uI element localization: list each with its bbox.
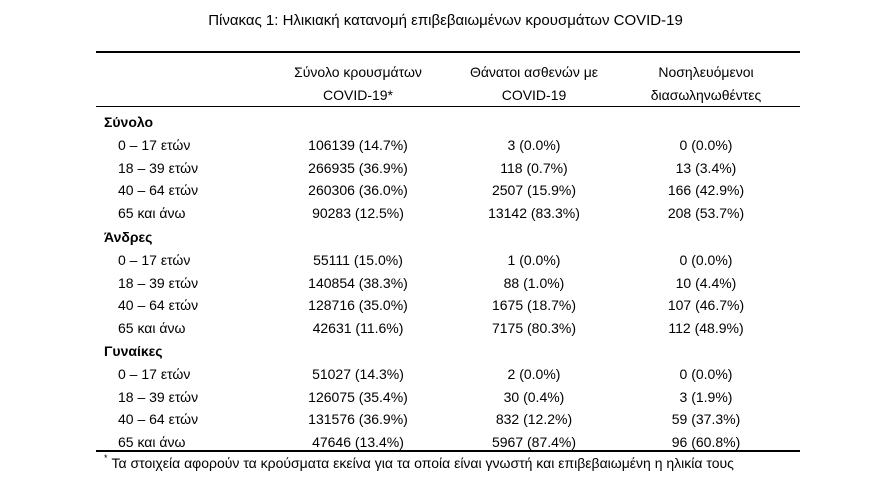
column-header-intubated bbox=[606, 61, 806, 107]
table-row bbox=[104, 202, 804, 225]
column-header-deaths-line2: COVID-19 bbox=[501, 87, 567, 103]
intubated-cell: 0 (0.0%) bbox=[679, 252, 733, 268]
footnote bbox=[104, 455, 734, 471]
intubated-cell: 10 (4.4%) bbox=[675, 274, 737, 291]
deaths-cell: 3 (0.0%) bbox=[507, 137, 561, 153]
table-row bbox=[104, 294, 804, 317]
row-label: 18 – 39 ετών bbox=[118, 274, 199, 291]
deaths-cell: 88 (1.0%) bbox=[503, 274, 565, 291]
row-label: 65 και άνω bbox=[118, 434, 186, 451]
footnote-text: Τα στοιχεία αφορούν τα κρούσματα εκείνα για τα οποία είναι γνωστή και επιβεβαιωμένη η ηλικία τους bbox=[111, 455, 734, 471]
cases-cell: 47646 (13.4%) bbox=[312, 434, 404, 451]
row-label: 40 – 64 ετών bbox=[118, 411, 199, 428]
table-row bbox=[104, 134, 804, 157]
intubated-cell: 208 (53.7%) bbox=[667, 205, 745, 222]
row-label: 0 – 17 ετών bbox=[118, 366, 191, 382]
section-men bbox=[104, 226, 804, 340]
section-title: Γυναίκες bbox=[104, 343, 163, 359]
intubated-cell: 112 (48.9%) bbox=[668, 320, 744, 337]
table-row bbox=[104, 179, 804, 202]
table-row bbox=[104, 317, 804, 340]
column-header-intubated-line2: διασωληνωθέντες bbox=[650, 87, 762, 103]
deaths-cell: 1 (0.0%) bbox=[507, 252, 561, 268]
deaths-cell: 2507 (15.9%) bbox=[491, 182, 577, 199]
intubated-cell: 166 (42.9%) bbox=[667, 182, 745, 199]
column-header-deaths-line1: Θάνατοι ασθενών με bbox=[469, 64, 599, 80]
cases-cell: 126075 (35.4%) bbox=[308, 388, 408, 405]
intubated-cell: 96 (60.8%) bbox=[671, 434, 741, 451]
intubated-cell: 59 (37.3%) bbox=[671, 411, 741, 428]
cases-cell: 266935 (36.9%) bbox=[308, 159, 408, 176]
row-label: 0 – 17 ετών bbox=[118, 252, 191, 268]
cases-cell: 106139 (14.7%) bbox=[308, 137, 408, 153]
deaths-cell: 2 (0.0%) bbox=[507, 366, 561, 382]
table-bottom-rule bbox=[96, 450, 800, 452]
footnote-marker: * bbox=[104, 453, 108, 463]
intubated-cell: 13 (3.4%) bbox=[675, 159, 737, 176]
row-label: 65 και άνω bbox=[118, 320, 186, 337]
intubated-cell: 3 (1.9%) bbox=[679, 388, 733, 405]
cases-cell: 51027 (14.3%) bbox=[312, 366, 404, 382]
table-row bbox=[104, 157, 804, 180]
row-label: 40 – 64 ετών bbox=[118, 297, 199, 314]
deaths-cell: 118 (0.7%) bbox=[500, 159, 568, 176]
table-row bbox=[104, 408, 804, 431]
column-header-intubated-line1: Νοσηλευόμενοι bbox=[658, 64, 754, 80]
section-title: Άνδρες bbox=[104, 229, 153, 245]
intubated-cell: 107 (46.7%) bbox=[667, 297, 745, 314]
deaths-cell: 1675 (18.7%) bbox=[491, 297, 577, 314]
deaths-cell: 832 (12.2%) bbox=[495, 411, 573, 428]
intubated-cell: 0 (0.0%) bbox=[679, 366, 733, 382]
deaths-cell: 30 (0.4%) bbox=[503, 388, 565, 405]
cases-cell: 131576 (36.9%) bbox=[308, 411, 408, 428]
intubated-cell: 0 (0.0%) bbox=[679, 137, 733, 153]
cases-cell: 42631 (11.6%) bbox=[312, 320, 404, 337]
row-label: 18 – 39 ετών bbox=[118, 159, 199, 176]
deaths-cell: 13142 (83.3%) bbox=[488, 205, 580, 222]
section-total bbox=[104, 111, 804, 225]
cases-cell: 90283 (12.5%) bbox=[312, 205, 404, 222]
deaths-cell: 5967 (87.4%) bbox=[491, 434, 577, 451]
section-women bbox=[104, 340, 804, 454]
table-header-rule bbox=[96, 106, 800, 107]
row-label: 65 και άνω bbox=[118, 205, 186, 222]
table-row bbox=[104, 272, 804, 295]
deaths-cell: 7175 (80.3%) bbox=[491, 320, 577, 337]
section-title: Σύνολο bbox=[104, 114, 154, 130]
column-header-cases-line1: Σύνολο κρουσμάτων bbox=[294, 64, 422, 80]
cases-cell: 260306 (36.0%) bbox=[308, 182, 408, 199]
row-label: 0 – 17 ετών bbox=[118, 137, 191, 153]
row-label: 40 – 64 ετών bbox=[118, 182, 199, 199]
cases-cell: 55111 (15.0%) bbox=[313, 252, 403, 268]
column-header-cases bbox=[258, 61, 458, 107]
table-row bbox=[104, 249, 804, 272]
table-top-rule bbox=[96, 51, 800, 53]
table-row bbox=[104, 386, 804, 409]
cases-cell: 140854 (38.3%) bbox=[308, 274, 408, 291]
column-header-deaths bbox=[434, 61, 634, 107]
table-title: Πίνακας 1: Ηλικιακή κατανομή επιβεβαιωμένων κρουσμάτων COVID-19 bbox=[208, 12, 683, 29]
row-label: 18 – 39 ετών bbox=[118, 388, 199, 405]
cases-cell: 128716 (35.0%) bbox=[308, 297, 408, 314]
column-header-cases-line2: COVID-19* bbox=[322, 87, 394, 103]
table-row bbox=[104, 363, 804, 386]
